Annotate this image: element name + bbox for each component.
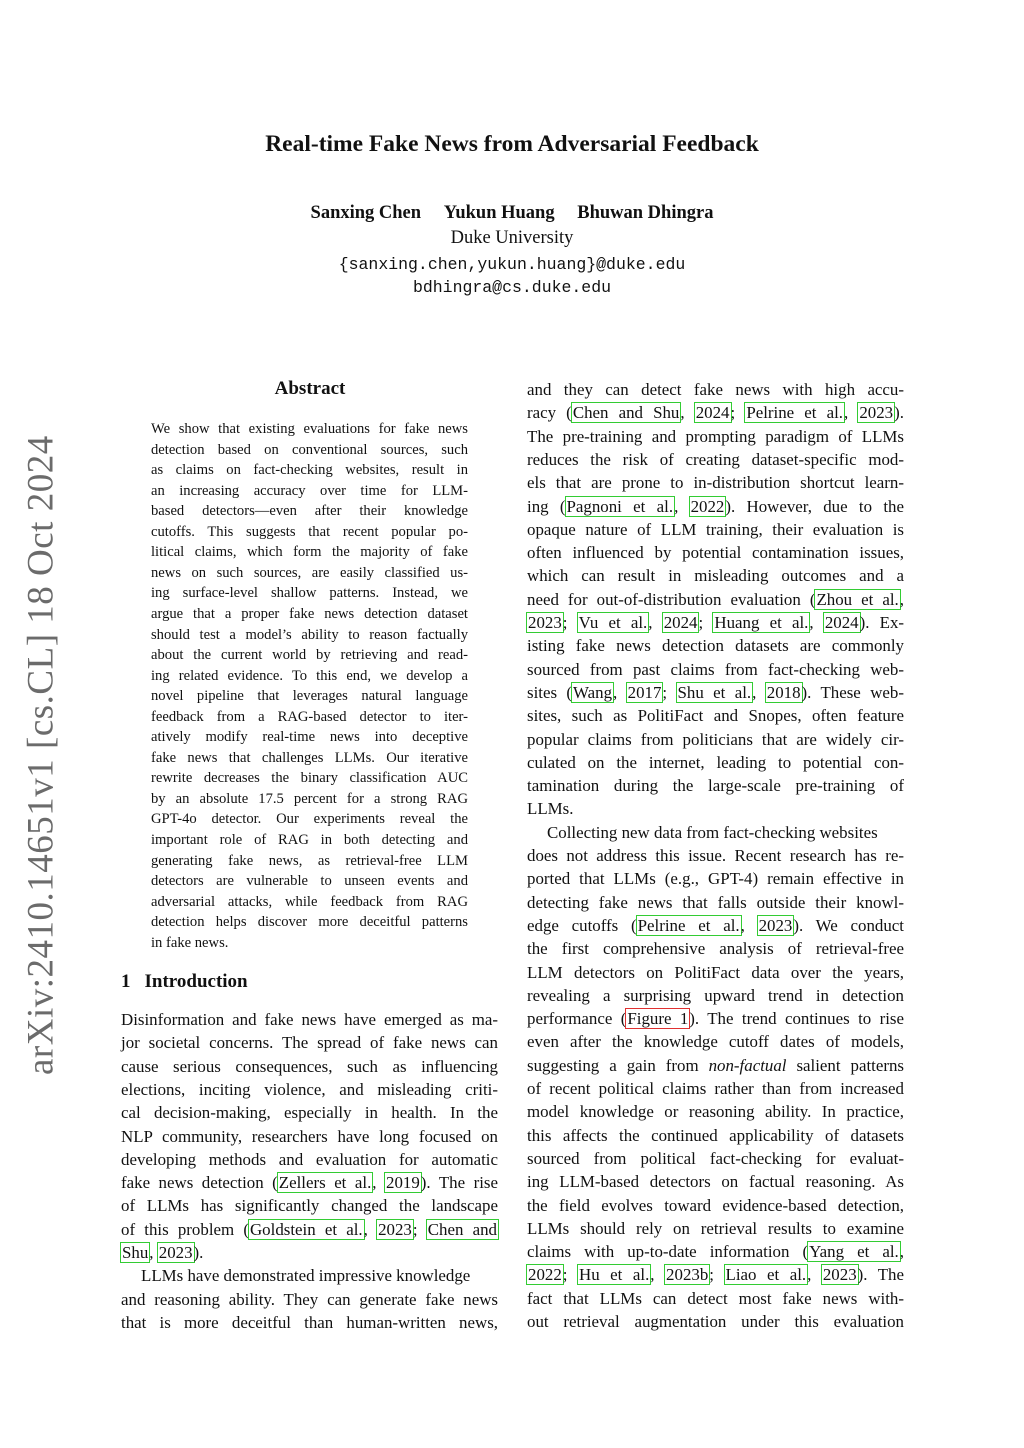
emphasis-text: non-factual [708,1055,787,1075]
citation-link[interactable]: Shu et al. [677,682,752,702]
text-line: popular claims from politicians that are widely cir- [527,729,904,749]
text-line: racy (Chen and Shu, 2024; Pelrine et al., 2023). [527,403,904,423]
citation-link[interactable]: 2017 [627,682,662,702]
citation-link[interactable]: 2023b [666,1265,709,1285]
abstract-line: in fake news. [151,934,229,951]
text-line: sourced from past claims from fact-checking web- [527,659,904,679]
abstract-line: based detectors—even after their knowledge [151,503,468,520]
text-line: Disinformation and fake news have emerged as ma- [121,1010,498,1029]
text-line: of recent political claims rather than from increased [527,1079,904,1098]
citation-link[interactable]: 2024 [663,613,698,632]
affiliation: Duke University [450,228,574,248]
text-line: 2023; Vu et al., 2024; Huang et al., 2024). Ex- [528,613,905,632]
abstract-line: about the current world by retrieving and read- [151,647,468,664]
citation-link[interactable]: 2023 [822,1265,857,1285]
citation-link[interactable]: Shu [122,1243,149,1262]
text-line: NLP community, researchers have long focused on [121,1126,498,1146]
citation-link[interactable]: Chen and [427,1219,498,1239]
text-line: opaque nature of LLM training, their evaluation is [527,519,904,539]
arxiv-identifier: arXiv:2410.14651v1 [cs.CL] 18 Oct 2024 [20,435,62,1075]
text-line: isting fake news detection datasets are commonly [527,636,904,656]
abstract-line: by an absolute 17.5 percent for a strong RAG [151,790,468,807]
section-number: 1 [121,971,131,992]
author-email: bdhingra@cs.duke.edu [412,278,612,297]
text-line: The pre-training and prompting paradigm of LLMs [527,426,904,446]
abstract-line: ing related evidence. To this end, we develop a [151,667,468,684]
abstract-line: argue that a proper fake news detection dataset [151,605,468,622]
author-name: Bhuwan Dhingra [577,203,714,223]
citation-link[interactable]: Vu et al. [578,613,648,632]
text-line: does not address this issue. Recent research has re- [527,846,904,865]
text-line: even after the knowledge cutoff dates of models, [527,1032,904,1052]
abstract-line: GPT-4o detector. Our experiments reveal the [151,811,468,828]
author-list [0,203,1024,224]
text-line: sourced from political fact-checking for evaluat- [527,1148,904,1168]
text-line: Shu, 2023). [122,1243,204,1262]
abstract-line: feedback from a RAG-based detector to iter- [151,708,468,725]
abstract-line: We show that existing evaluations for fake news [151,421,468,437]
abstract-line: ing surface-level shallow patterns. Instead, we [151,585,468,602]
text-line: of this problem (Goldstein et al., 2023; Chen and [121,1219,498,1239]
text-line: LLM detectors on PolitiFact data over the years, [527,962,904,982]
text-line: often influenced by potential contamination issues, [527,543,904,563]
section-title: Introduction [144,971,248,992]
text-line: ing (Pagnoni et al., 2022). However, due to the [527,496,904,516]
abstract-heading: Abstract [274,378,346,399]
text-line: ported that LLMs (e.g., GPT-4) remain effective in [527,869,904,889]
citation-link[interactable]: 2023 [758,915,793,935]
text-line: edge cutoffs (Pelrine et al., 2023). We conduct [527,915,904,935]
abstract-line: as claims on fact-checking websites, result in [151,462,468,479]
citation-link[interactable]: 2024 [824,613,859,632]
text-line: cal decision-making, especially in health. In the [121,1103,498,1123]
text-line: detecting fake news that falls outside their knowl- [527,892,904,912]
text-line: fake news detection (Zellers et al., 2019). The rise [121,1173,498,1193]
text-line: ing LLM-based detectors on factual reasoning. As [527,1172,904,1192]
text-line: the first comprehensive analysis of retrieval-free [527,939,904,959]
abstract-line: atively modify real-time news into deceptive [151,729,468,746]
citation-link[interactable]: Zellers et al. [278,1173,372,1193]
text-line: model knowledge or reasoning ability. In practice, [527,1102,904,1122]
text-line: that is more deceitful than human-written news, [121,1312,498,1332]
paper-title: Real-time Fake News from Adversarial Feedback [265,131,759,157]
citation-link[interactable]: Wang [573,682,613,702]
abstract-line: important role of RAG in both detecting and [151,832,468,848]
text-line: LLMs have demonstrated impressive knowledge [141,1266,471,1286]
abstract-line: novel pipeline that leverages natural language [151,688,468,705]
text-line: and reasoning ability. They can generate fake news [121,1289,498,1309]
text-line: performance (Figure 1). The trend continues to rise [527,1009,904,1029]
text-line: revealing a surprising upward trend in detection [527,985,904,1005]
citation-link[interactable]: 2023 [158,1243,193,1262]
text-line: reduces the risk of creating dataset-specific mod- [527,449,904,469]
text-line: of LLMs has significantly changed the landscape [121,1196,498,1216]
text-line: LLMs should rely on retrieval results to examine [527,1218,904,1238]
citation-link[interactable]: 2023 [378,1219,412,1239]
text-line: tamination during the large-scale pre-training of [527,776,904,796]
text-line: which can result in misleading outcomes and a [527,566,904,586]
author-name: Sanxing Chen [310,203,422,223]
text-line: jor societal concerns. The spread of fake news can [121,1033,498,1053]
citation-link[interactable]: 2023 [528,613,562,632]
text-line: need for out-of-distribution evaluation (Zhou et al., [527,589,904,609]
citation-link[interactable]: Pelrine et al. [637,915,740,935]
text-line: 2022; Hu et al., 2023b; Liao et al., 2023). The [528,1265,904,1285]
citation-link[interactable]: Zhou et al. [816,589,899,609]
abstract-line: rewrite decreases the binary classification AUC [151,770,468,787]
citation-link[interactable]: Chen and Shu [572,403,680,423]
citation-link[interactable]: Yang et al. [809,1242,899,1262]
abstract-line: news on such sources, are easily classified us- [151,564,468,581]
text-line: claims with up-to-date information (Yang et al., [527,1242,904,1262]
abstract-line: should test a model’s ability to reason factually [151,626,468,643]
author-name: Yukun Huang [443,203,555,223]
text-line: sites (Wang, 2017; Shu et al., 2018). These web- [527,682,904,702]
citation-link[interactable]: Liao et al. [725,1265,807,1285]
text-line: fact that LLMs can detect most fake news with- [527,1288,904,1308]
citation-link[interactable]: Pelrine et al. [746,403,843,423]
citation-link[interactable]: 2022 [528,1265,562,1285]
citation-link[interactable]: Huang et al. [714,613,809,632]
abstract-line: adversarial attacks, while feedback from RAG [151,893,468,910]
citation-link[interactable]: Hu et al. [579,1265,650,1285]
figure-reference-link[interactable]: Figure 1 [627,1009,689,1029]
abstract-line: an increasing accuracy over time for LLM- [151,482,468,499]
text-line: elections, inciting violence, and misleading criti- [121,1079,498,1099]
abstract-line: litical claims, which form the majority of fake [151,544,468,561]
text-line: culated on the internet, leading to potential con- [527,752,904,772]
text-line: the field evolves toward evidence-based detection, [527,1195,904,1215]
abstract-line: detection helps discover more deceitful patterns [151,914,468,931]
abstract-line: fake news that challenges LLMs. Our iterative [151,749,468,766]
text-line: out retrieval augmentation under this evaluation [527,1312,904,1331]
text-line: this affects the continued applicability of datasets [527,1125,904,1145]
citation-link[interactable]: 2024 [695,403,730,423]
text-line: suggesting a gain from non-factual salient patterns [527,1055,904,1075]
text-line: Collecting new data from fact-checking websites [547,822,878,842]
citation-link[interactable]: 2019 [386,1173,420,1193]
citation-link[interactable]: 2018 [766,682,801,702]
abstract-line: generating fake news, as retrieval-free LLM [151,852,468,869]
text-line: and they can detect fake news with high accu- [527,380,904,399]
abstract-line: cutoffs. This suggests that recent popular po- [151,523,468,540]
author-email: {sanxing.chen,yukun.huang}@duke.edu [338,255,686,274]
citation-link[interactable]: Pagnoni et al. [566,496,674,516]
text-line: sites, such as PolitiFact and Snopes, often feature [527,706,904,726]
text-line: developing methods and evaluation for automatic [121,1149,498,1169]
citation-link[interactable]: Goldstein et al. [249,1219,363,1239]
text-line: LLMs. [527,799,574,819]
text-line: cause serious consequences, such as influencing [121,1056,498,1076]
text-line: els that are prone to in-distribution shortcut learn- [527,473,904,493]
citation-link[interactable]: 2023 [859,403,894,423]
section-heading [121,971,248,993]
abstract-line: detectors are vulnerable to unseen events and [151,873,468,890]
citation-link[interactable]: 2022 [690,496,725,516]
abstract-line: detection based on conventional sources, such [151,441,468,458]
